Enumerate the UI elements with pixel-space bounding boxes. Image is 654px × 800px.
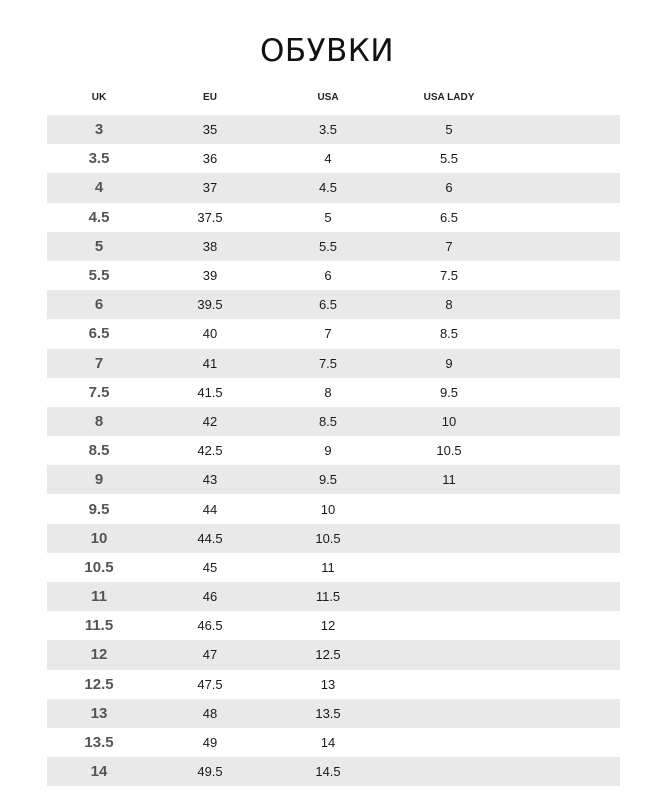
uk-cell: 11.5	[47, 611, 151, 640]
usa-cell: 12	[269, 611, 387, 640]
usa-cell: 8.5	[269, 407, 387, 436]
eu-cell: 43	[151, 465, 269, 494]
eu-cell: 37.5	[151, 203, 269, 232]
usa-lady-cell	[387, 553, 511, 582]
usa-cell: 7.5	[269, 349, 387, 378]
empty-cell	[511, 115, 620, 144]
header-usa: USA	[317, 91, 339, 103]
table-row	[47, 465, 620, 494]
empty-cell	[511, 640, 620, 669]
eu-cell: 39	[151, 261, 269, 290]
empty-cell	[511, 261, 620, 290]
usa-cell: 5.5	[269, 232, 387, 261]
table-row	[47, 173, 620, 202]
uk-cell: 14	[47, 757, 151, 786]
table-row	[47, 232, 620, 261]
empty-cell	[511, 524, 620, 553]
usa-cell: 3.5	[269, 115, 387, 144]
uk-cell: 11	[47, 582, 151, 611]
uk-cell: 8.5	[47, 436, 151, 465]
uk-cell: 6.5	[47, 319, 151, 348]
empty-cell	[511, 232, 620, 261]
usa-lady-cell	[387, 524, 511, 553]
table-row	[47, 407, 620, 436]
eu-cell: 45	[151, 553, 269, 582]
usa-lady-cell	[387, 494, 511, 523]
usa-cell: 9	[269, 436, 387, 465]
empty-cell	[511, 611, 620, 640]
table-row	[47, 349, 620, 378]
uk-cell: 12	[47, 640, 151, 669]
eu-cell: 40	[151, 319, 269, 348]
usa-cell: 14.5	[269, 757, 387, 786]
eu-cell: 46.5	[151, 611, 269, 640]
eu-cell: 38	[151, 232, 269, 261]
table-row	[47, 611, 620, 640]
table-row	[47, 524, 620, 553]
empty-cell	[511, 144, 620, 173]
eu-cell: 41	[151, 349, 269, 378]
empty-cell	[511, 494, 620, 523]
header-empty	[511, 79, 620, 115]
empty-cell	[511, 757, 620, 786]
usa-lady-cell: 7.5	[387, 261, 511, 290]
size-rows	[47, 115, 620, 786]
usa-lady-cell: 10.5	[387, 436, 511, 465]
eu-cell: 47.5	[151, 670, 269, 699]
usa-cell: 9.5	[269, 465, 387, 494]
eu-cell: 47	[151, 640, 269, 669]
usa-lady-cell: 8.5	[387, 319, 511, 348]
usa-cell: 14	[269, 728, 387, 757]
table-row	[47, 757, 620, 786]
usa-lady-cell	[387, 640, 511, 669]
table-row	[47, 582, 620, 611]
uk-cell: 5.5	[47, 261, 151, 290]
table-row	[47, 203, 620, 232]
usa-cell: 7	[269, 319, 387, 348]
eu-cell: 44.5	[151, 524, 269, 553]
usa-lady-cell: 5	[387, 115, 511, 144]
usa-lady-cell: 11	[387, 465, 511, 494]
uk-cell: 8	[47, 407, 151, 436]
table-row	[47, 640, 620, 669]
empty-cell	[511, 290, 620, 319]
eu-cell: 41.5	[151, 378, 269, 407]
usa-lady-cell	[387, 757, 511, 786]
usa-lady-cell	[387, 728, 511, 757]
usa-lady-cell	[387, 699, 511, 728]
usa-cell: 10	[269, 494, 387, 523]
empty-cell	[511, 670, 620, 699]
uk-cell: 4.5	[47, 203, 151, 232]
uk-cell: 12.5	[47, 670, 151, 699]
table-row	[47, 115, 620, 144]
page-title: ОБУВКИ	[259, 32, 395, 69]
uk-cell: 5	[47, 232, 151, 261]
table-row	[47, 699, 620, 728]
eu-cell: 46	[151, 582, 269, 611]
eu-cell: 44	[151, 494, 269, 523]
uk-cell: 9.5	[47, 494, 151, 523]
eu-cell: 48	[151, 699, 269, 728]
table-row	[47, 319, 620, 348]
uk-cell: 13.5	[47, 728, 151, 757]
usa-lady-cell: 6.5	[387, 203, 511, 232]
table-row	[47, 290, 620, 319]
usa-lady-cell: 10	[387, 407, 511, 436]
empty-cell	[511, 203, 620, 232]
usa-cell: 4.5	[269, 173, 387, 202]
header-row	[47, 79, 620, 115]
uk-cell: 10.5	[47, 553, 151, 582]
header-eu: EU	[203, 91, 217, 103]
empty-cell	[511, 349, 620, 378]
uk-cell: 6	[47, 290, 151, 319]
eu-cell: 42.5	[151, 436, 269, 465]
table-row	[47, 378, 620, 407]
eu-cell: 35	[151, 115, 269, 144]
usa-cell: 11	[269, 553, 387, 582]
usa-cell: 6	[269, 261, 387, 290]
empty-cell	[511, 407, 620, 436]
uk-cell: 9	[47, 465, 151, 494]
table-row	[47, 553, 620, 582]
usa-lady-cell: 9	[387, 349, 511, 378]
table-row	[47, 261, 620, 290]
uk-cell: 3	[47, 115, 151, 144]
shoe-size-table	[47, 79, 620, 786]
usa-lady-cell: 9.5	[387, 378, 511, 407]
usa-cell: 12.5	[269, 640, 387, 669]
usa-lady-cell: 7	[387, 232, 511, 261]
empty-cell	[511, 699, 620, 728]
table-row	[47, 494, 620, 523]
usa-lady-cell: 5.5	[387, 144, 511, 173]
empty-cell	[511, 728, 620, 757]
usa-cell: 10.5	[269, 524, 387, 553]
usa-cell: 5	[269, 203, 387, 232]
empty-cell	[511, 173, 620, 202]
usa-cell: 8	[269, 378, 387, 407]
empty-cell	[511, 553, 620, 582]
uk-cell: 7	[47, 349, 151, 378]
uk-cell: 10	[47, 524, 151, 553]
eu-cell: 49	[151, 728, 269, 757]
empty-cell	[511, 319, 620, 348]
usa-cell: 6.5	[269, 290, 387, 319]
uk-cell: 13	[47, 699, 151, 728]
usa-cell: 11.5	[269, 582, 387, 611]
usa-lady-cell	[387, 611, 511, 640]
eu-cell: 37	[151, 173, 269, 202]
table-row	[47, 670, 620, 699]
table-row	[47, 728, 620, 757]
empty-cell	[511, 436, 620, 465]
table-row	[47, 436, 620, 465]
eu-cell: 39.5	[151, 290, 269, 319]
uk-cell: 4	[47, 173, 151, 202]
usa-cell: 13	[269, 670, 387, 699]
empty-cell	[511, 465, 620, 494]
table-row	[47, 144, 620, 173]
uk-cell: 7.5	[47, 378, 151, 407]
header-uk: UK	[91, 91, 107, 103]
eu-cell: 42	[151, 407, 269, 436]
usa-lady-cell: 6	[387, 173, 511, 202]
empty-cell	[511, 582, 620, 611]
usa-cell: 13.5	[269, 699, 387, 728]
usa-lady-cell	[387, 670, 511, 699]
uk-cell: 3.5	[47, 144, 151, 173]
usa-lady-cell	[387, 582, 511, 611]
eu-cell: 36	[151, 144, 269, 173]
usa-lady-cell: 8	[387, 290, 511, 319]
empty-cell	[511, 378, 620, 407]
header-usa-lady: USA LADY	[423, 91, 475, 103]
eu-cell: 49.5	[151, 757, 269, 786]
usa-cell: 4	[269, 144, 387, 173]
